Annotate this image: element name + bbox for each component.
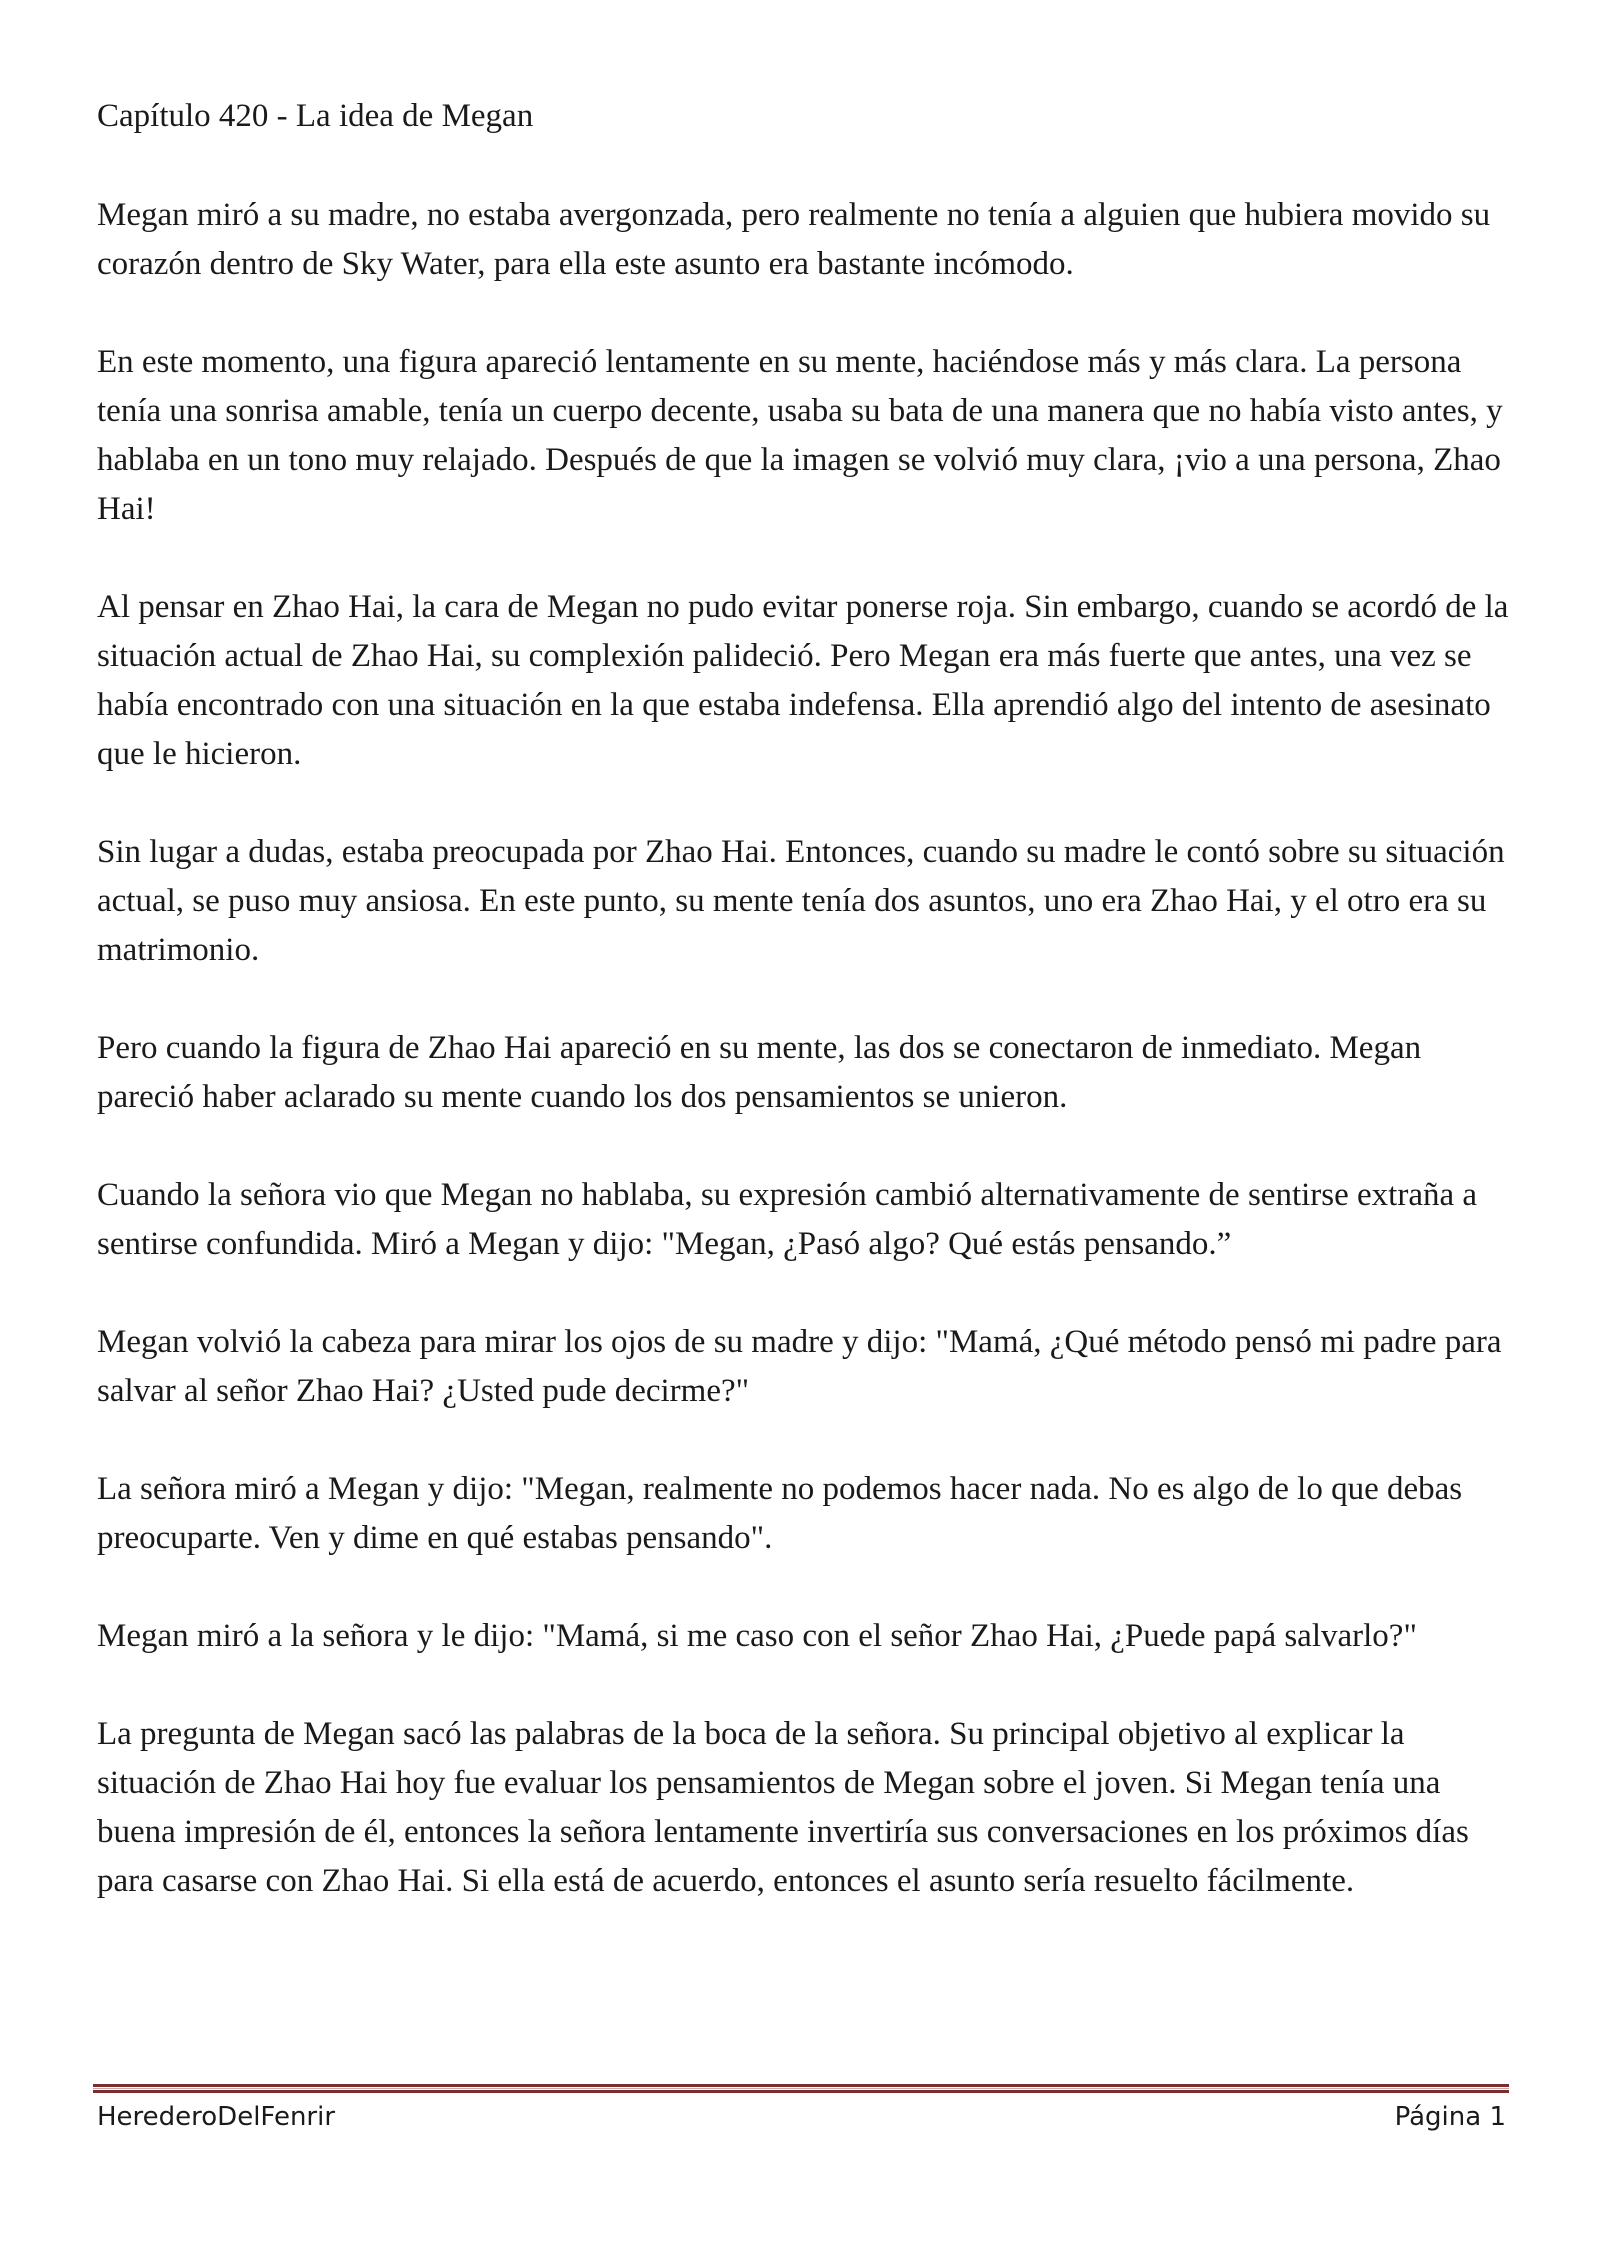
paragraph: La pregunta de Megan sacó las palabras de la boca de la señora. Su principal objetivo al explicar la situación de Zhao Hai hoy fue evaluar los pensamientos de Megan sobre el joven. Si Megan tenía una buena impresión de él, entonces la señora lentamente invertiría sus conversaciones en los próximos días para casarse con Zhao Hai. Si ella está de acuerdo, entonces el asunto sería resuelto fácilmente. bbox=[97, 1716, 1469, 1899]
footer-divider-inner bbox=[93, 2088, 1509, 2089]
paragraph: Megan volvió la cabeza para mirar los ojos de su madre y dijo: "Mamá, ¿Qué método pensó mi padre para salvar al señor Zhao Hai? ¿Usted pude decirme?" bbox=[97, 1324, 1502, 1409]
paragraph: Pero cuando la figura de Zhao Hai apareció en su mente, las dos se conectaron de inmediato. Megan pareció haber aclarado su mente cuando los dos pensamientos se unieron. bbox=[97, 1030, 1422, 1115]
paragraph: Cuando la señora vio que Megan no hablaba, su expresión cambió alternativamente de sentirse extraña a sentirse confundida. Miró a Megan y dijo: "Megan, ¿Pasó algo? Qué estás pensando.” bbox=[97, 1177, 1478, 1262]
paragraph: Megan miró a la señora y le dijo: "Mamá, si me caso con el señor Zhao Hai, ¿Puede papá salvarlo?" bbox=[97, 1618, 1417, 1654]
paragraph: La señora miró a Megan y dijo: "Megan, realmente no podemos hacer nada. No es algo de lo que debas preocuparte. Ven y dime en qué estabas pensando". bbox=[97, 1471, 1463, 1556]
chapter-title: Capítulo 420 - La idea de Megan bbox=[97, 98, 534, 134]
footer-page-number: Página 1 bbox=[1394, 2102, 1506, 2132]
paragraph: Al pensar en Zhao Hai, la cara de Megan no pudo evitar ponerse roja. Sin embargo, cuando se acordó de la situación actual de Zhao Hai, su complexión palideció. Pero Megan era más fuerte que antes, una vez se había encontrado con una situación en la que estaba indefensa. Ella aprendió algo del intento de asesinato que le hicieron. bbox=[97, 589, 1509, 772]
paragraph: En este momento, una figura apareció lentamente en su mente, haciéndose más y más clara. La persona tenía una sonrisa amable, tenía un cuerpo decente, usaba su bata de una manera que no había visto antes, y hablaba en un tono muy relajado. Después de que la imagen se volvió muy clara, ¡vio a una persona, Zhao Hai! bbox=[97, 344, 1503, 527]
document-body bbox=[97, 92, 1517, 1955]
paragraph: Sin lugar a dudas, estaba preocupada por Zhao Hai. Entonces, cuando su madre le contó sobre su situación actual, se puso muy ansiosa. En este punto, su mente tenía dos asuntos, uno era Zhao Hai, y el otro era su matrimonio. bbox=[97, 834, 1505, 968]
paragraph: Megan miró a su madre, no estaba avergonzada, pero realmente no tenía a alguien que hubiera movido su corazón dentro de Sky Water, para ella este asunto era bastante incómodo. bbox=[97, 197, 1491, 282]
footer-divider bbox=[93, 2084, 1509, 2093]
footer-author: HerederoDelFenrir bbox=[97, 2102, 336, 2132]
